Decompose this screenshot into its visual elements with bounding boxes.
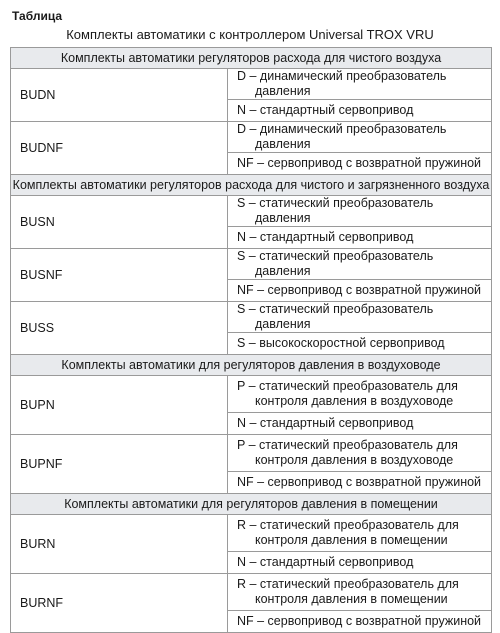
section-header-row <box>11 494 492 515</box>
section-header-row <box>11 48 492 69</box>
kit-code: BURNF <box>11 574 228 633</box>
kit-code: BUDN <box>11 69 228 122</box>
table-row <box>11 196 492 227</box>
kit-component <box>228 611 492 633</box>
kit-component-text: D – динамический преобразователь давления <box>237 69 447 98</box>
section-header: Комплекты автоматики регуляторов расхода для чистого воздуха <box>11 48 492 69</box>
table-row <box>11 249 492 280</box>
kit-component-text: R – статический преобразователь для контроля давления в помещении <box>237 518 459 547</box>
table-title: Комплекты автоматики с контроллером Universal TROX VRU <box>66 27 434 42</box>
table-row <box>11 122 492 153</box>
kit-component <box>228 333 492 355</box>
kit-component <box>228 376 492 413</box>
section-header: Комплекты автоматики регуляторов расхода для чистого и загрязненного воздуха <box>11 175 492 196</box>
kit-component <box>228 472 492 494</box>
table-row <box>11 515 492 552</box>
kit-component <box>228 302 492 333</box>
kit-component <box>228 100 492 122</box>
kit-component-text: S – статический преобразователь давления <box>237 249 434 278</box>
table-row <box>11 69 492 100</box>
kit-component <box>228 227 492 249</box>
kit-component <box>228 196 492 227</box>
kit-code: BURN <box>11 515 228 574</box>
table-row <box>11 376 492 413</box>
kit-code: BUSN <box>11 196 228 249</box>
kit-component <box>228 69 492 100</box>
kit-component-text: R – статический преобразователь для контроля давления в помещении <box>237 577 459 606</box>
kit-component-text: N – стандартный сервопривод <box>237 230 414 244</box>
kit-component-text: D – динамический преобразователь давления <box>237 122 447 151</box>
kit-component-text: NF – сервопривод с возвратной пружиной <box>237 614 482 628</box>
kit-component-text: P – статический преобразователь для контроля давления в воздуховоде <box>237 438 458 467</box>
kit-component-text: S – статический преобразователь давления <box>237 302 434 331</box>
section-header-row <box>11 355 492 376</box>
table-row <box>11 435 492 472</box>
kit-component <box>228 122 492 153</box>
kit-code: BUDNF <box>11 122 228 175</box>
kit-code: BUPNF <box>11 435 228 494</box>
kit-component-text: N – стандартный сервопривод <box>237 416 414 430</box>
kit-code: BUSNF <box>11 249 228 302</box>
kit-component-text: S – высокоскоростной сервопривод <box>237 336 445 350</box>
kit-component-text: N – стандартный сервопривод <box>237 103 414 117</box>
kit-component <box>228 153 492 175</box>
kit-component-text: P – статический преобразователь для контроля давления в воздуховоде <box>237 379 458 408</box>
kit-component <box>228 435 492 472</box>
kit-component-text: NF – сервопривод с возвратной пружиной <box>237 283 482 297</box>
kit-code: BUSS <box>11 302 228 355</box>
kit-component <box>228 515 492 552</box>
kit-component <box>228 249 492 280</box>
section-header: Комплекты автоматики для регуляторов давления в помещении <box>11 494 492 515</box>
section-header-row <box>11 175 492 196</box>
table-caption: Таблица <box>12 9 63 23</box>
kit-component-text: NF – сервопривод с возвратной пружиной <box>237 156 482 170</box>
kit-component <box>228 280 492 302</box>
kit-component <box>228 413 492 435</box>
kit-component <box>228 574 492 611</box>
table-row <box>11 302 492 333</box>
kit-component-text: NF – сервопривод с возвратной пружиной <box>237 475 482 489</box>
section-header: Комплекты автоматики для регуляторов давления в воздуховоде <box>11 355 492 376</box>
kit-component-text: N – стандартный сервопривод <box>237 555 414 569</box>
kit-component-text: S – статический преобразователь давления <box>237 196 434 225</box>
kit-code: BUPN <box>11 376 228 435</box>
kit-component <box>228 552 492 574</box>
table-row <box>11 574 492 611</box>
automation-kits-table <box>10 47 492 633</box>
